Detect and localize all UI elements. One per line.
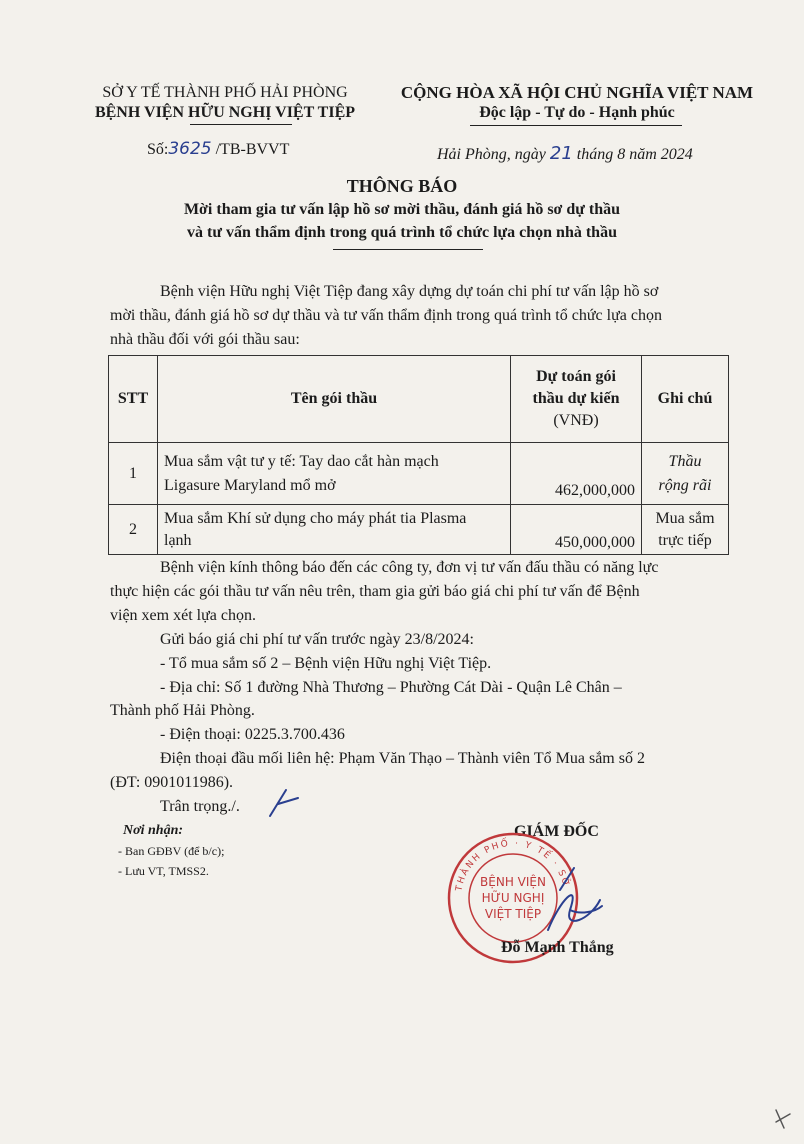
seal-line1: BỆNH VIỆN [480, 875, 546, 889]
header-estimate-l1: Dự toán gói [536, 368, 616, 385]
document-title: THÔNG BÁO [346, 176, 458, 196]
closing: Trân trọng./. [160, 798, 240, 815]
document-subtitle-line2: và tư vấn thẩm định trong quá trình tổ chức lựa chọn nhà thầu [187, 224, 617, 241]
intro-line3: nhà thầu đối với gói thầu sau: [110, 331, 300, 348]
header-estimate-l3: (VNĐ) [553, 412, 599, 429]
row2-note-l2: trực tiếp [658, 531, 712, 549]
row2-note [642, 505, 729, 555]
row1-amount: 462,000,000 [511, 443, 642, 505]
table-header-row [109, 356, 729, 443]
recipient-item: - Lưu VT, TMSS2. [118, 864, 209, 878]
body-p1-line3: viện xem xét lựa chọn. [110, 607, 256, 624]
body-p3: - Tổ mua sắm số 2 – Bệnh viện Hữu nghị Việt Tiệp. [160, 655, 492, 672]
body-p4-line1: - Địa chỉ: Số 1 đường Nhà Thương – Phường Cát Dài - Quận Lê Chân – [160, 679, 622, 696]
bid-package-table [108, 355, 729, 555]
ministry-name: SỞ Y TẾ THÀNH PHỐ HẢI PHÒNG [102, 84, 348, 101]
header-stt: STT [109, 356, 158, 443]
header-package-name: Tên gói thầu [158, 356, 511, 443]
body-p2: Gửi báo giá chi phí tư vấn trước ngày 23/8/2024: [160, 631, 474, 648]
signer-position: GIÁM ĐỐC [514, 823, 599, 840]
body-p1-line2: thực hiện các gói thầu tư vấn nêu trên, tham gia gửi báo giá chi phí tư vấn để Bệnh [110, 583, 640, 600]
seal-line3: VIỆT TIỆP [484, 907, 542, 921]
seal-ring-text: THÀNH PHỐ · Y TẾ · SỞ [454, 838, 572, 893]
row1-note-l1: Thầu [668, 452, 702, 470]
recipient-item: - Ban GĐBV (để b/c); [118, 844, 225, 858]
row2-name-l2: lạnh [164, 531, 192, 549]
date-prefix: Hải Phòng, ngày [437, 146, 546, 163]
row1-name-l2: Ligasure Maryland mổ mở [164, 476, 336, 494]
table-row [109, 505, 729, 555]
header-note: Ghi chú [642, 356, 729, 443]
body-p4-line2: Thành phố Hải Phòng. [110, 702, 255, 719]
row1-note [642, 443, 729, 505]
body-p5: - Điện thoại: 0225.3.700.436 [160, 726, 345, 743]
body-p1-line1: Bệnh viện kính thông báo đến các công ty, đơn vị tư vấn đấu thầu có năng lực [160, 559, 659, 576]
intro-line2: mời thầu, đánh giá hồ sơ dự thầu và tư vấn thẩm định trong quá trình tổ chức lựa chọn [110, 307, 662, 324]
motto-underline [470, 125, 682, 126]
recipients-title: Nơi nhận: [123, 823, 184, 838]
subtitle-underline [333, 249, 483, 250]
initial-mark-icon [262, 784, 302, 824]
signature-scribble-icon [540, 860, 610, 950]
row2-stt: 2 [109, 505, 158, 555]
hospital-name: BỆNH VIỆN HỮU NGHỊ VIỆT TIỆP [94, 104, 356, 121]
seal-line2: HỮU NGHỊ [481, 891, 545, 905]
row2-note-l1: Mua sắm [655, 509, 715, 527]
date-day: 21 [549, 143, 573, 164]
document-reference [147, 139, 289, 159]
row1-name-l1: Mua sắm vật tư y tế: Tay dao cắt hàn mạch [164, 452, 439, 470]
national-motto: Độc lập - Tự do - Hạnh phúc [479, 104, 675, 121]
ref-suffix: /TB-BVVT [215, 141, 290, 158]
ref-prefix: Số: [147, 141, 169, 158]
document-subtitle-line1: Mời tham gia tư vấn lập hồ sơ mời thầu, đánh giá hồ sơ dự thầu [183, 201, 621, 218]
body-p6-line2: (ĐT: 0901011986). [110, 774, 234, 791]
country-name: CỘNG HÒA XÃ HỘI CHỦ NGHĨA VIỆT NAM [400, 83, 754, 102]
row1-note-l2: rộng rãi [658, 476, 712, 494]
row2-name-l1: Mua sắm Khí sử dụng cho máy phát tia Plasma [164, 509, 467, 527]
row1-name [158, 443, 511, 505]
corner-mark-icon [770, 1104, 796, 1134]
date-suffix: tháng 8 năm 2024 [576, 146, 693, 163]
row2-amount: 450,000,000 [511, 505, 642, 555]
header-estimate [511, 356, 642, 443]
signer-name: Đỗ Mạnh Thắng [501, 939, 614, 956]
intro-line1: Bệnh viện Hữu nghị Việt Tiệp đang xây dựng dự toán chi phí tư vấn lập hồ sơ [160, 283, 659, 300]
hospital-name-underline [190, 124, 292, 125]
document-date [437, 143, 693, 164]
ref-number: 3625 [168, 139, 212, 159]
row1-stt: 1 [109, 443, 158, 505]
table-row [109, 443, 729, 505]
body-p6-line1: Điện thoại đầu mối liên hệ: Phạm Văn Thạo – Thành viên Tổ Mua sắm số 2 [160, 750, 645, 767]
row2-name [158, 505, 511, 555]
header-estimate-l2: thầu dự kiến [532, 390, 620, 407]
